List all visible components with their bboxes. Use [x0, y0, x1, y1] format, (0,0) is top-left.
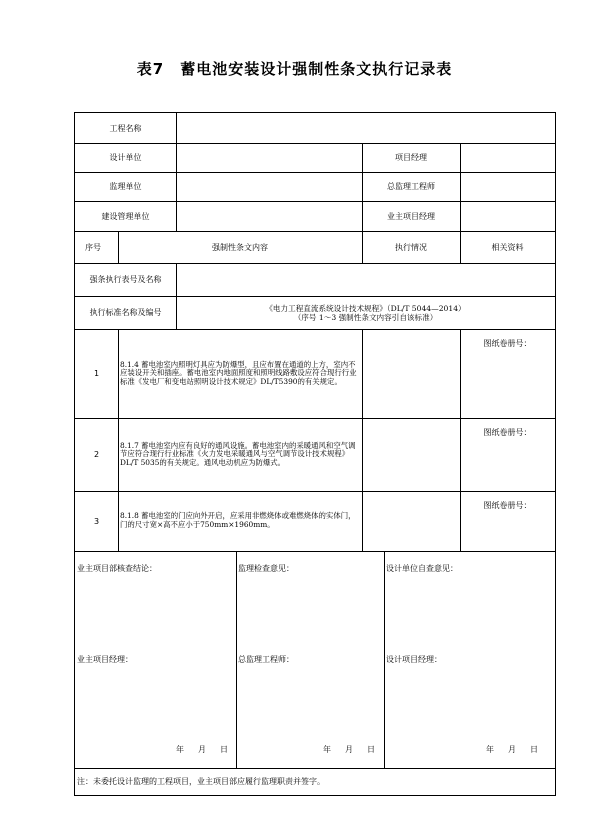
month-label: 月 — [508, 744, 516, 754]
day-label: 日 — [530, 744, 538, 754]
design-self-check-label: 设计单位自查意见： — [386, 563, 458, 573]
col-divider — [236, 551, 237, 768]
item-content: 8.1.4 蓄电池室内照明灯具应为防爆型，且应布置在通道的上方，室内不应装设开关和插座。蓄电池室内地面照度和照明线路敷设应符合现行行业标准《发电厂和变电站照明设计技术规定》DL/T5390的有关规定。 — [120, 359, 357, 386]
design-pm-sign-label: 设计项目经理： — [386, 654, 442, 664]
standard-label: 执行标准名称及编号 — [89, 308, 162, 317]
table-name-value[interactable] — [176, 263, 555, 296]
owner-conclusion-label: 业主项目部核查结论： — [77, 563, 157, 573]
supervision-sign-date[interactable] — [314, 742, 384, 756]
year-label: 年 — [323, 744, 331, 754]
year-label: 年 — [486, 744, 494, 754]
col-header-status: 执行情况 — [395, 242, 427, 252]
project-name-value[interactable] — [176, 113, 555, 143]
construction-mgmt-unit-value[interactable] — [176, 201, 362, 231]
supervision-unit-label: 监理单位 — [109, 182, 142, 191]
supervision-opinion-label: 监理检查意见： — [238, 563, 294, 573]
item-content: 8.1.7 蓄电池室内应有良好的通风设施。蓄电池室内的采暖通风和空气调节应符合现行行业标准《火力发电采暖通风与空气调节设计技术规程》DL/T 5035的有关规定。通风电动机应为防爆式。 — [120, 440, 356, 467]
standard-value — [176, 296, 555, 329]
design-unit-value[interactable] — [176, 143, 362, 172]
item-drawing-no: 图纸卷册号： — [483, 339, 532, 348]
footer-note: 注：未委托设计监理的工程项目，业主项目部应履行监理职责并签字。 — [77, 777, 325, 786]
item-status[interactable] — [362, 418, 460, 491]
day-label: 日 — [220, 744, 228, 754]
design-sign-date[interactable] — [477, 742, 547, 756]
year-label: 年 — [176, 744, 184, 754]
month-label: 月 — [198, 744, 206, 754]
project-name-label: 工程名称 — [109, 123, 142, 133]
project-manager-label: 项目经理 — [395, 153, 427, 162]
chief-supervisor-label: 总监理工程师 — [387, 182, 435, 191]
table-name-label: 强条执行表号及名称 — [89, 275, 162, 284]
item-seq: 2 — [93, 450, 100, 459]
col-divider — [384, 551, 385, 768]
owner-pm-value[interactable] — [460, 201, 555, 231]
item-seq: 1 — [93, 369, 100, 378]
owner-pm-sign-label: 业主项目经理： — [77, 654, 133, 664]
day-label: 日 — [367, 744, 375, 754]
supervision-unit-value[interactable] — [176, 172, 362, 201]
item-status[interactable] — [362, 329, 460, 418]
chief-engineer-sign-label: 总监理工程师： — [238, 654, 294, 664]
page-title: 表7 蓄电池安装设计强制性条文执行记录表 — [136, 60, 453, 78]
item-drawing-no: 图纸卷册号： — [483, 501, 532, 510]
project-manager-value[interactable] — [460, 143, 555, 172]
standard-note: （序号 1～3 强制性条文内容引自该标准） — [293, 312, 438, 322]
design-unit-label: 设计单位 — [109, 153, 142, 162]
month-label: 月 — [345, 744, 353, 754]
item-seq: 3 — [93, 516, 100, 526]
row-divider — [75, 551, 555, 552]
construction-mgmt-unit-label: 建设管理单位 — [101, 211, 150, 221]
chief-supervisor-value[interactable] — [460, 172, 555, 201]
record-table — [74, 112, 556, 796]
item-status[interactable] — [362, 491, 460, 551]
col-header-content: 强制性条文内容 — [212, 242, 268, 252]
owner-pm-label: 业主项目经理 — [387, 211, 435, 221]
owner-sign-date[interactable] — [167, 742, 237, 756]
col-header-seq: 序号 — [85, 242, 101, 252]
item-drawing-no: 图纸卷册号： — [483, 428, 532, 437]
standard-title: 《电力工程直流系统设计技术规程》（DL/T 5044—2014） — [265, 303, 466, 313]
item-content: 8.1.8 蓄电池室的门应向外开启，应采用非燃烧体或难燃烧体的实体门，门的尺寸宽×高不应小于750mm×1960mm。 — [120, 511, 356, 529]
col-header-docs: 相关资料 — [491, 242, 524, 252]
